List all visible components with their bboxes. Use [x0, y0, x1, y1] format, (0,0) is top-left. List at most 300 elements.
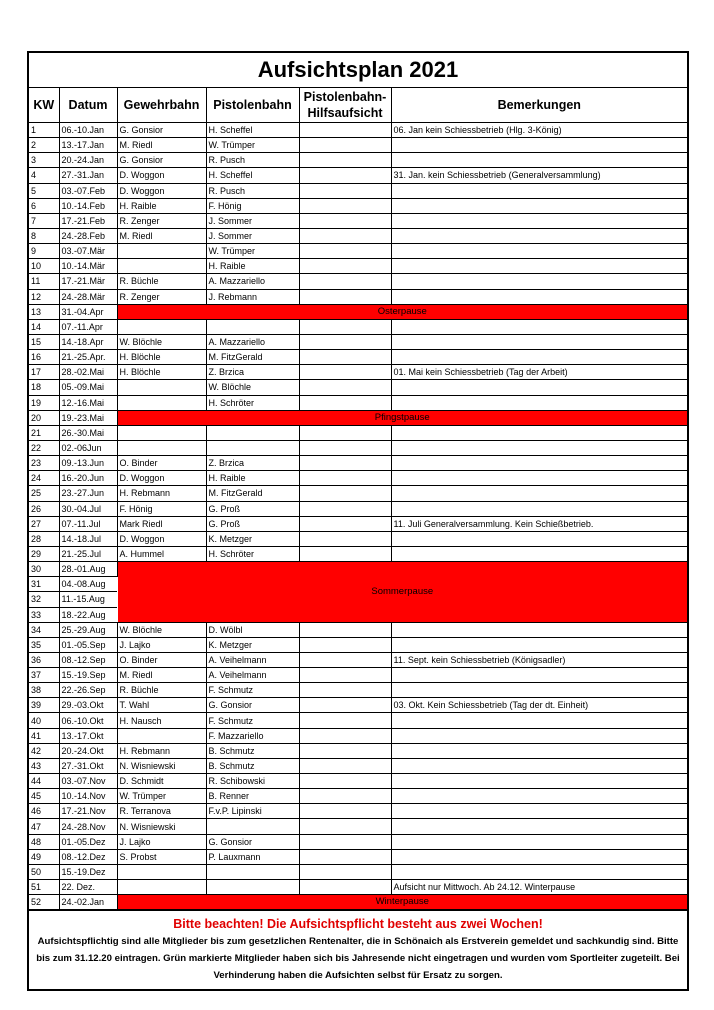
table-row — [29, 123, 687, 138]
schedule-sheet — [27, 51, 689, 991]
row-datum: 06.-10.Okt — [59, 713, 117, 728]
row-bemerkungen — [391, 728, 687, 743]
table-row — [29, 410, 687, 425]
row-bemerkungen: 06. Jan kein Schiessbetrieb (Hlg. 3-König) — [391, 123, 687, 138]
row-gewehrbahn — [117, 319, 206, 334]
row-bemerkungen — [391, 758, 687, 773]
row-datum: 24.-28.Mär — [59, 289, 117, 304]
row-pistolenbahn — [206, 864, 299, 879]
row-kw: 42 — [29, 743, 59, 758]
row-pistolenbahn: M. FitzGerald — [206, 350, 299, 365]
table-row — [29, 228, 687, 243]
table-row — [29, 425, 687, 440]
row-hilfsaufsicht — [299, 213, 391, 228]
row-kw: 51 — [29, 880, 59, 895]
row-datum: 21.-25.Apr. — [59, 350, 117, 365]
row-kw: 19 — [29, 395, 59, 410]
row-datum: 28.-02.Mai — [59, 365, 117, 380]
row-bemerkungen — [391, 213, 687, 228]
row-gewehrbahn: H. Rebmann — [117, 743, 206, 758]
row-pistolenbahn: K. Metzger — [206, 637, 299, 652]
table-row — [29, 289, 687, 304]
row-hilfsaufsicht — [299, 834, 391, 849]
row-datum: 10.-14.Feb — [59, 198, 117, 213]
row-datum: 26.-30.Mai — [59, 425, 117, 440]
header-gewehrbahn: Gewehrbahn — [117, 88, 206, 123]
row-datum: 22.-26.Sep — [59, 683, 117, 698]
header-hilfsaufsicht-line2: Hilfsaufsicht — [307, 106, 383, 120]
table-row — [29, 622, 687, 637]
row-gewehrbahn: N. Wisniewski — [117, 819, 206, 834]
row-pistolenbahn: J. Sommer — [206, 213, 299, 228]
row-kw: 39 — [29, 698, 59, 713]
row-datum: 01.-05.Sep — [59, 637, 117, 652]
table-row — [29, 380, 687, 395]
table-row — [29, 683, 687, 698]
table-row — [29, 849, 687, 864]
page-title: Aufsichtsplan 2021 — [29, 53, 687, 88]
row-pistolenbahn: B. Schmutz — [206, 743, 299, 758]
row-kw: 47 — [29, 819, 59, 834]
row-hilfsaufsicht — [299, 183, 391, 198]
row-gewehrbahn: O. Binder — [117, 456, 206, 471]
row-gewehrbahn: R. Büchle — [117, 683, 206, 698]
row-gewehrbahn: D. Woggon — [117, 168, 206, 183]
row-gewehrbahn: G. Gonsior — [117, 123, 206, 138]
row-kw: 26 — [29, 501, 59, 516]
table-row — [29, 274, 687, 289]
row-kw: 34 — [29, 622, 59, 637]
row-bemerkungen — [391, 319, 687, 334]
row-pistolenbahn: P. Lauxmann — [206, 849, 299, 864]
row-kw: 32 — [29, 592, 59, 607]
row-hilfsaufsicht — [299, 668, 391, 683]
row-bemerkungen — [391, 259, 687, 274]
row-kw: 44 — [29, 774, 59, 789]
row-kw: 28 — [29, 531, 59, 546]
row-kw: 52 — [29, 895, 59, 910]
row-gewehrbahn: N. Wisniewski — [117, 758, 206, 773]
row-kw: 10 — [29, 259, 59, 274]
row-hilfsaufsicht — [299, 516, 391, 531]
row-pistolenbahn — [206, 440, 299, 455]
table-row — [29, 440, 687, 455]
row-datum: 31.-04.Apr — [59, 304, 117, 319]
row-pistolenbahn: W. Trümper — [206, 244, 299, 259]
row-datum: 14.-18.Jul — [59, 531, 117, 546]
row-kw: 33 — [29, 607, 59, 622]
row-kw: 38 — [29, 683, 59, 698]
row-bemerkungen — [391, 153, 687, 168]
row-hilfsaufsicht — [299, 819, 391, 834]
row-hilfsaufsicht — [299, 380, 391, 395]
row-hilfsaufsicht — [299, 849, 391, 864]
table-row — [29, 880, 687, 895]
row-gewehrbahn — [117, 440, 206, 455]
row-kw: 15 — [29, 334, 59, 349]
row-gewehrbahn: G. Gonsior — [117, 153, 206, 168]
row-hilfsaufsicht — [299, 486, 391, 501]
row-datum: 18.-22.Aug — [59, 607, 117, 622]
row-datum: 03.-07.Feb — [59, 183, 117, 198]
footer — [29, 910, 687, 989]
table-row — [29, 804, 687, 819]
row-bemerkungen: 01. Mai kein Schiessbetrieb (Tag der Arbeit) — [391, 365, 687, 380]
row-bemerkungen: Aufsicht nur Mittwoch. Ab 24.12. Winterpause — [391, 880, 687, 895]
row-kw: 3 — [29, 153, 59, 168]
row-hilfsaufsicht — [299, 774, 391, 789]
row-hilfsaufsicht — [299, 804, 391, 819]
row-gewehrbahn: R. Büchle — [117, 274, 206, 289]
row-kw: 21 — [29, 425, 59, 440]
table-row — [29, 546, 687, 561]
table-row — [29, 486, 687, 501]
row-datum: 29.-03.Okt — [59, 698, 117, 713]
table-row — [29, 138, 687, 153]
row-gewehrbahn: H. Raible — [117, 198, 206, 213]
footer-warning: Bitte beachten! Die Aufsichtspflicht besteht aus zwei Wochen! — [173, 917, 543, 932]
row-bemerkungen — [391, 425, 687, 440]
row-bemerkungen — [391, 683, 687, 698]
row-datum: 27.-31.Jan — [59, 168, 117, 183]
row-bemerkungen — [391, 183, 687, 198]
row-hilfsaufsicht — [299, 425, 391, 440]
row-gewehrbahn: H. Blöchle — [117, 365, 206, 380]
row-pistolenbahn: H. Schröter — [206, 395, 299, 410]
row-bemerkungen — [391, 531, 687, 546]
row-hilfsaufsicht — [299, 880, 391, 895]
row-kw: 2 — [29, 138, 59, 153]
table-row — [29, 652, 687, 667]
row-gewehrbahn: D. Woggon — [117, 183, 206, 198]
row-bemerkungen — [391, 622, 687, 637]
row-pistolenbahn: H. Raible — [206, 259, 299, 274]
row-hilfsaufsicht — [299, 456, 391, 471]
row-datum: 06.-10.Jan — [59, 123, 117, 138]
pause-cell: Pfingstpause — [117, 410, 687, 425]
row-datum: 21.-25.Jul — [59, 546, 117, 561]
row-kw: 36 — [29, 652, 59, 667]
row-kw: 31 — [29, 577, 59, 592]
row-hilfsaufsicht — [299, 622, 391, 637]
row-gewehrbahn: H. Blöchle — [117, 350, 206, 365]
row-pistolenbahn: B. Schmutz — [206, 758, 299, 773]
row-kw: 8 — [29, 228, 59, 243]
row-kw: 20 — [29, 410, 59, 425]
row-pistolenbahn: W. Trümper — [206, 138, 299, 153]
row-gewehrbahn: Mark Riedl — [117, 516, 206, 531]
row-pistolenbahn: H. Schröter — [206, 546, 299, 561]
row-datum: 24.-02.Jan — [59, 895, 117, 910]
row-pistolenbahn: H. Scheffel — [206, 123, 299, 138]
table-row — [29, 713, 687, 728]
row-datum: 03.-07.Mär — [59, 244, 117, 259]
row-gewehrbahn: D. Woggon — [117, 531, 206, 546]
row-pistolenbahn: G. Proß — [206, 501, 299, 516]
row-hilfsaufsicht — [299, 713, 391, 728]
row-datum: 16.-20.Jun — [59, 471, 117, 486]
row-bemerkungen — [391, 138, 687, 153]
row-gewehrbahn — [117, 259, 206, 274]
row-kw: 22 — [29, 440, 59, 455]
row-kw: 18 — [29, 380, 59, 395]
row-pistolenbahn: R. Pusch — [206, 183, 299, 198]
row-datum: 23.-27.Jun — [59, 486, 117, 501]
table-row — [29, 153, 687, 168]
row-kw: 25 — [29, 486, 59, 501]
row-kw: 41 — [29, 728, 59, 743]
row-datum: 19.-23.Mai — [59, 410, 117, 425]
row-hilfsaufsicht — [299, 138, 391, 153]
row-datum: 08.-12.Sep — [59, 652, 117, 667]
row-hilfsaufsicht — [299, 789, 391, 804]
row-pistolenbahn: F.v.P. Lipinski — [206, 804, 299, 819]
row-pistolenbahn: M. FitzGerald — [206, 486, 299, 501]
table-row — [29, 562, 687, 577]
row-gewehrbahn: R. Zenger — [117, 289, 206, 304]
row-hilfsaufsicht — [299, 153, 391, 168]
table-row — [29, 698, 687, 713]
row-hilfsaufsicht — [299, 652, 391, 667]
row-datum: 03.-07.Nov — [59, 774, 117, 789]
header-kw: KW — [29, 88, 59, 123]
row-gewehrbahn: M. Riedl — [117, 138, 206, 153]
table-row — [29, 758, 687, 773]
row-kw: 5 — [29, 183, 59, 198]
row-gewehrbahn: M. Riedl — [117, 228, 206, 243]
row-bemerkungen — [391, 713, 687, 728]
row-bemerkungen — [391, 743, 687, 758]
pause-cell: Winterpause — [117, 895, 687, 910]
row-datum: 24.-28.Feb — [59, 228, 117, 243]
table-row — [29, 789, 687, 804]
row-datum: 04.-08.Aug — [59, 577, 117, 592]
row-hilfsaufsicht — [299, 334, 391, 349]
header-pistolenbahn: Pistolenbahn — [206, 88, 299, 123]
row-pistolenbahn — [206, 319, 299, 334]
row-bemerkungen — [391, 274, 687, 289]
row-pistolenbahn: F. Schmutz — [206, 683, 299, 698]
row-gewehrbahn: O. Binder — [117, 652, 206, 667]
row-pistolenbahn: R. Schibowski — [206, 774, 299, 789]
row-datum: 20.-24.Jan — [59, 153, 117, 168]
table-row — [29, 168, 687, 183]
row-hilfsaufsicht — [299, 123, 391, 138]
table-row — [29, 516, 687, 531]
row-datum: 14.-18.Apr — [59, 334, 117, 349]
row-pistolenbahn: A. Veihelmann — [206, 668, 299, 683]
row-gewehrbahn — [117, 880, 206, 895]
row-pistolenbahn: A. Veihelmann — [206, 652, 299, 667]
row-gewehrbahn: A. Hummel — [117, 546, 206, 561]
row-kw: 37 — [29, 668, 59, 683]
pause-cell: Osterpause — [117, 304, 687, 319]
row-hilfsaufsicht — [299, 758, 391, 773]
pause-cell: Sommerpause — [117, 562, 687, 623]
row-bemerkungen — [391, 774, 687, 789]
row-bemerkungen — [391, 637, 687, 652]
row-kw: 13 — [29, 304, 59, 319]
table-row — [29, 334, 687, 349]
row-gewehrbahn: H. Rebmann — [117, 486, 206, 501]
row-datum: 08.-12.Dez — [59, 849, 117, 864]
row-kw: 40 — [29, 713, 59, 728]
row-bemerkungen — [391, 440, 687, 455]
table-row — [29, 456, 687, 471]
row-hilfsaufsicht — [299, 531, 391, 546]
row-kw: 50 — [29, 864, 59, 879]
row-bemerkungen — [391, 546, 687, 561]
header-row — [29, 88, 687, 123]
row-datum: 13.-17.Okt — [59, 728, 117, 743]
row-gewehrbahn: D. Woggon — [117, 471, 206, 486]
row-gewehrbahn — [117, 728, 206, 743]
row-bemerkungen — [391, 228, 687, 243]
row-bemerkungen — [391, 668, 687, 683]
row-hilfsaufsicht — [299, 395, 391, 410]
row-bemerkungen — [391, 819, 687, 834]
row-hilfsaufsicht — [299, 319, 391, 334]
row-hilfsaufsicht — [299, 501, 391, 516]
header-hilfsaufsicht — [299, 88, 391, 123]
table-row — [29, 350, 687, 365]
row-datum: 20.-24.Okt — [59, 743, 117, 758]
row-pistolenbahn: D. Wölbl — [206, 622, 299, 637]
row-bemerkungen — [391, 501, 687, 516]
row-datum: 17.-21.Nov — [59, 804, 117, 819]
row-hilfsaufsicht — [299, 168, 391, 183]
row-hilfsaufsicht — [299, 274, 391, 289]
row-pistolenbahn: F. Schmutz — [206, 713, 299, 728]
row-bemerkungen — [391, 834, 687, 849]
row-bemerkungen — [391, 334, 687, 349]
row-pistolenbahn: Z. Brzica — [206, 456, 299, 471]
schedule-table — [29, 88, 687, 910]
row-bemerkungen: 31. Jan. kein Schiessbetrieb (Generalversammlung) — [391, 168, 687, 183]
row-bemerkungen — [391, 350, 687, 365]
row-pistolenbahn: J. Sommer — [206, 228, 299, 243]
row-bemerkungen — [391, 198, 687, 213]
row-hilfsaufsicht — [299, 259, 391, 274]
row-bemerkungen — [391, 789, 687, 804]
table-row — [29, 864, 687, 879]
row-pistolenbahn: G. Proß — [206, 516, 299, 531]
row-hilfsaufsicht — [299, 546, 391, 561]
row-kw: 46 — [29, 804, 59, 819]
row-gewehrbahn: R. Terranova — [117, 804, 206, 819]
row-pistolenbahn: H. Scheffel — [206, 168, 299, 183]
row-kw: 9 — [29, 244, 59, 259]
row-gewehrbahn — [117, 425, 206, 440]
row-hilfsaufsicht — [299, 683, 391, 698]
row-hilfsaufsicht — [299, 198, 391, 213]
row-gewehrbahn: H. Nausch — [117, 713, 206, 728]
row-hilfsaufsicht — [299, 471, 391, 486]
row-datum: 10.-14.Mär — [59, 259, 117, 274]
table-row — [29, 471, 687, 486]
row-bemerkungen — [391, 244, 687, 259]
table-row — [29, 213, 687, 228]
row-datum: 17.-21.Mär — [59, 274, 117, 289]
row-kw: 12 — [29, 289, 59, 304]
row-bemerkungen: 11. Sept. kein Schiessbetrieb (Königsadler) — [391, 652, 687, 667]
row-hilfsaufsicht — [299, 350, 391, 365]
table-row — [29, 395, 687, 410]
row-kw: 11 — [29, 274, 59, 289]
header-bemerkungen: Bemerkungen — [391, 88, 687, 123]
row-gewehrbahn: J. Lajko — [117, 834, 206, 849]
row-bemerkungen: 11. Juli Generalversammlung. Kein Schießbetrieb. — [391, 516, 687, 531]
row-hilfsaufsicht — [299, 743, 391, 758]
row-datum: 15.-19.Dez — [59, 864, 117, 879]
row-kw: 30 — [29, 562, 59, 577]
row-datum: 22. Dez. — [59, 880, 117, 895]
row-datum: 12.-16.Mai — [59, 395, 117, 410]
table-row — [29, 819, 687, 834]
table-row — [29, 668, 687, 683]
row-hilfsaufsicht — [299, 698, 391, 713]
row-datum: 28.-01.Aug — [59, 562, 117, 577]
row-kw: 45 — [29, 789, 59, 804]
row-hilfsaufsicht — [299, 864, 391, 879]
row-hilfsaufsicht — [299, 228, 391, 243]
row-gewehrbahn: D. Schmidt — [117, 774, 206, 789]
row-datum: 09.-13.Jun — [59, 456, 117, 471]
row-datum: 11.-15.Aug — [59, 592, 117, 607]
row-pistolenbahn — [206, 880, 299, 895]
row-kw: 24 — [29, 471, 59, 486]
row-datum: 25.-29.Aug — [59, 622, 117, 637]
row-bemerkungen — [391, 456, 687, 471]
table-row — [29, 365, 687, 380]
header-datum: Datum — [59, 88, 117, 123]
row-hilfsaufsicht — [299, 440, 391, 455]
row-gewehrbahn: M. Riedl — [117, 668, 206, 683]
table-row — [29, 637, 687, 652]
row-bemerkungen — [391, 471, 687, 486]
footer-note: Aufsichtspflichtig sind alle Mitglieder bis zum gesetzlichen Rentenalter, die in Schönaich als Erstverein gemeldet und sachkundig sind. Bitte bis zum 31.12.20 eintragen. Grün markierte Mitglieder haben sich bis Jahresende nicht eingetragen und wurden vom Sportleiter zugeteilt. Bei Verhinderung haben die Aufsichten selbst für Ersatz zu sorgen. — [36, 936, 680, 982]
row-hilfsaufsicht — [299, 289, 391, 304]
row-kw: 7 — [29, 213, 59, 228]
row-datum: 05.-09.Mai — [59, 380, 117, 395]
row-pistolenbahn — [206, 819, 299, 834]
table-row — [29, 895, 687, 910]
row-pistolenbahn: A. Mazzariello — [206, 334, 299, 349]
row-gewehrbahn: R. Zenger — [117, 213, 206, 228]
row-bemerkungen — [391, 804, 687, 819]
schedule-rows — [29, 123, 687, 910]
table-row — [29, 244, 687, 259]
row-gewehrbahn: J. Lajko — [117, 637, 206, 652]
row-bemerkungen — [391, 864, 687, 879]
table-row — [29, 834, 687, 849]
row-gewehrbahn: F. Hönig — [117, 501, 206, 516]
row-kw: 35 — [29, 637, 59, 652]
row-kw: 48 — [29, 834, 59, 849]
row-hilfsaufsicht — [299, 637, 391, 652]
row-pistolenbahn: A. Mazzariello — [206, 274, 299, 289]
row-datum: 17.-21.Feb — [59, 213, 117, 228]
row-datum: 01.-05.Dez — [59, 834, 117, 849]
row-kw: 6 — [29, 198, 59, 213]
table-row — [29, 531, 687, 546]
table-row — [29, 774, 687, 789]
table-row — [29, 501, 687, 516]
row-pistolenbahn: G. Gonsior — [206, 834, 299, 849]
row-pistolenbahn: F. Mazzariello — [206, 728, 299, 743]
row-pistolenbahn: W. Blöchle — [206, 380, 299, 395]
row-kw: 4 — [29, 168, 59, 183]
